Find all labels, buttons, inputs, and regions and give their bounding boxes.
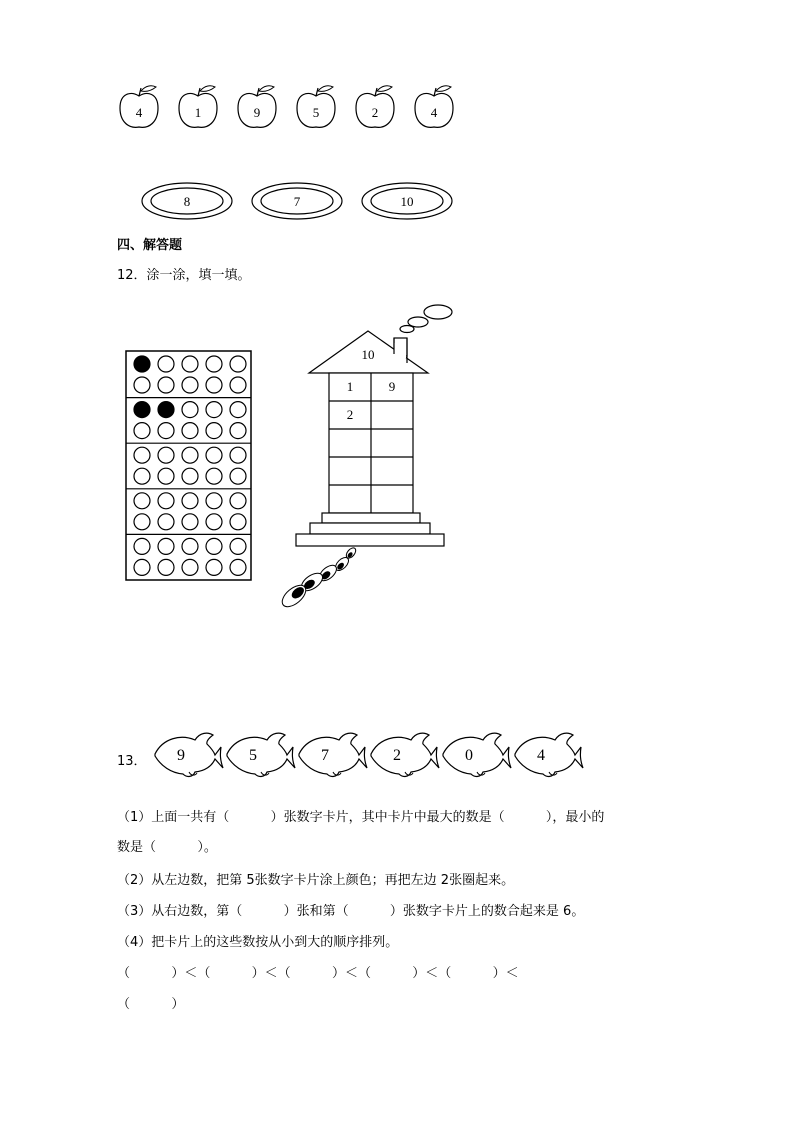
grid-circle[interactable] (206, 538, 222, 554)
apple-card (120, 86, 158, 128)
number-house (278, 298, 463, 613)
grid-circle[interactable] (182, 377, 198, 393)
apple-number: 9 (253, 105, 261, 120)
fish-number: 7 (321, 747, 329, 764)
grid-circle[interactable] (230, 356, 246, 372)
grid-circle[interactable] (230, 423, 246, 439)
apple-card (179, 86, 217, 128)
grid-circle[interactable] (182, 559, 198, 575)
fish-card (443, 733, 511, 776)
grid-circle[interactable] (158, 538, 174, 554)
grid-circle[interactable] (230, 514, 246, 530)
ten-frame-block (126, 489, 251, 530)
grid-circle[interactable] (134, 402, 150, 418)
fish-number: 9 (177, 747, 185, 764)
q13-part1-line2: 数是（ ）。 (117, 840, 217, 855)
grid-circle[interactable] (158, 514, 174, 530)
grid-circle[interactable] (182, 493, 198, 509)
q13-number: 13． (117, 754, 147, 769)
plate-card (252, 183, 342, 219)
grid-circle[interactable] (134, 447, 150, 463)
grid-circle[interactable] (182, 468, 198, 484)
q13-part4: （4）把卡片上的这些数按从小到大的顺序排列。 (117, 935, 399, 950)
grid-circle[interactable] (206, 447, 222, 463)
ten-frame-block (126, 398, 251, 439)
apple-number: 4 (135, 105, 143, 120)
grid-circle[interactable] (182, 402, 198, 418)
grid-circle[interactable] (134, 356, 150, 372)
step-1 (322, 513, 420, 523)
ten-frame-block (134, 356, 246, 393)
house-cell: 2 (346, 407, 354, 422)
apple-card (356, 86, 394, 128)
step-3 (296, 534, 444, 546)
q13-order-line2: （ ） (117, 997, 185, 1012)
grid-circle[interactable] (230, 377, 246, 393)
apple-number: 4 (430, 105, 438, 120)
grid-circle[interactable] (134, 423, 150, 439)
grid-circle[interactable] (182, 514, 198, 530)
fish-number: 2 (393, 747, 401, 764)
grid-circle[interactable] (206, 468, 222, 484)
grid-circle[interactable] (158, 559, 174, 575)
fish-number: 4 (537, 747, 545, 764)
grid-circle[interactable] (206, 402, 222, 418)
apple-number: 5 (312, 105, 320, 120)
q13-part2: （2）从左边数，把第 5张数字卡片涂上颜色；再把左边 2张圈起来。 (117, 873, 515, 888)
apple-number: 1 (194, 105, 202, 120)
fish-card (371, 733, 439, 776)
grid-circle[interactable] (158, 493, 174, 509)
grid-circle[interactable] (134, 468, 150, 484)
smoke-cloud-1 (424, 305, 452, 319)
plate-number: 8 (183, 194, 191, 209)
grid-circle[interactable] (158, 447, 174, 463)
dot-grid (125, 350, 253, 582)
ten-frame-block (126, 534, 251, 575)
section-heading: 四、解答题 (117, 238, 183, 253)
ten-frame-block (126, 443, 251, 484)
grid-circle[interactable] (230, 493, 246, 509)
house-cell: 9 (388, 379, 396, 394)
step-2 (310, 523, 430, 534)
plate-number: 7 (293, 194, 301, 209)
fish-number: 5 (249, 747, 257, 764)
grid-circle[interactable] (182, 423, 198, 439)
grid-circle[interactable] (158, 356, 174, 372)
fish-number: 0 (465, 747, 473, 764)
q13-part3: （3）从右边数，第（ ）张和第（ ）张数字卡片上的数合起来是 6。 (117, 904, 585, 919)
fish-card (227, 733, 295, 776)
grid-circle[interactable] (182, 356, 198, 372)
grid-circle[interactable] (206, 377, 222, 393)
grid-circle[interactable] (206, 559, 222, 575)
apple-card (297, 86, 335, 128)
plates-row (140, 180, 460, 224)
fish-card (155, 733, 223, 776)
apples-row (110, 82, 470, 134)
grid-circle[interactable] (230, 559, 246, 575)
grid-circle[interactable] (158, 377, 174, 393)
plate-number: 10 (400, 194, 414, 209)
q13-order-line1: （ ）＜（ ）＜（ ）＜（ ）＜（ ）＜ (117, 966, 519, 981)
plate-card (362, 183, 452, 219)
grid-circle[interactable] (182, 538, 198, 554)
grid-circle[interactable] (206, 493, 222, 509)
apple-card (415, 86, 453, 128)
apple-number: 2 (371, 105, 379, 120)
grid-circle[interactable] (158, 468, 174, 484)
grid-circle[interactable] (158, 402, 174, 418)
grid-circle[interactable] (230, 468, 246, 484)
grid-circle[interactable] (206, 356, 222, 372)
grid-circle[interactable] (134, 559, 150, 575)
house-cell: 1 (346, 379, 354, 394)
grid-circle[interactable] (206, 514, 222, 530)
grid-circle[interactable] (134, 377, 150, 393)
fish-row (145, 728, 585, 780)
q12-prompt: 12．涂一涂，填一填。 (117, 268, 251, 283)
roof-number: 10 (361, 347, 375, 362)
q13-part1-line1: （1）上面一共有（ ）张数字卡片，其中卡片中最大的数是（ ），最小的 (117, 810, 605, 825)
grid-circle[interactable] (134, 493, 150, 509)
grid-circle[interactable] (182, 447, 198, 463)
smoke-cloud-3 (400, 326, 414, 333)
grid-circle[interactable] (158, 423, 174, 439)
grid-circle[interactable] (230, 447, 246, 463)
grid-circle[interactable] (230, 402, 246, 418)
apple-card (238, 86, 276, 128)
grid-circle[interactable] (206, 423, 222, 439)
fish-card (515, 733, 583, 776)
fish-card (299, 733, 367, 776)
grid-circle[interactable] (134, 538, 150, 554)
plate-card (142, 183, 232, 219)
grid-circle[interactable] (230, 538, 246, 554)
grid-circle[interactable] (134, 514, 150, 530)
